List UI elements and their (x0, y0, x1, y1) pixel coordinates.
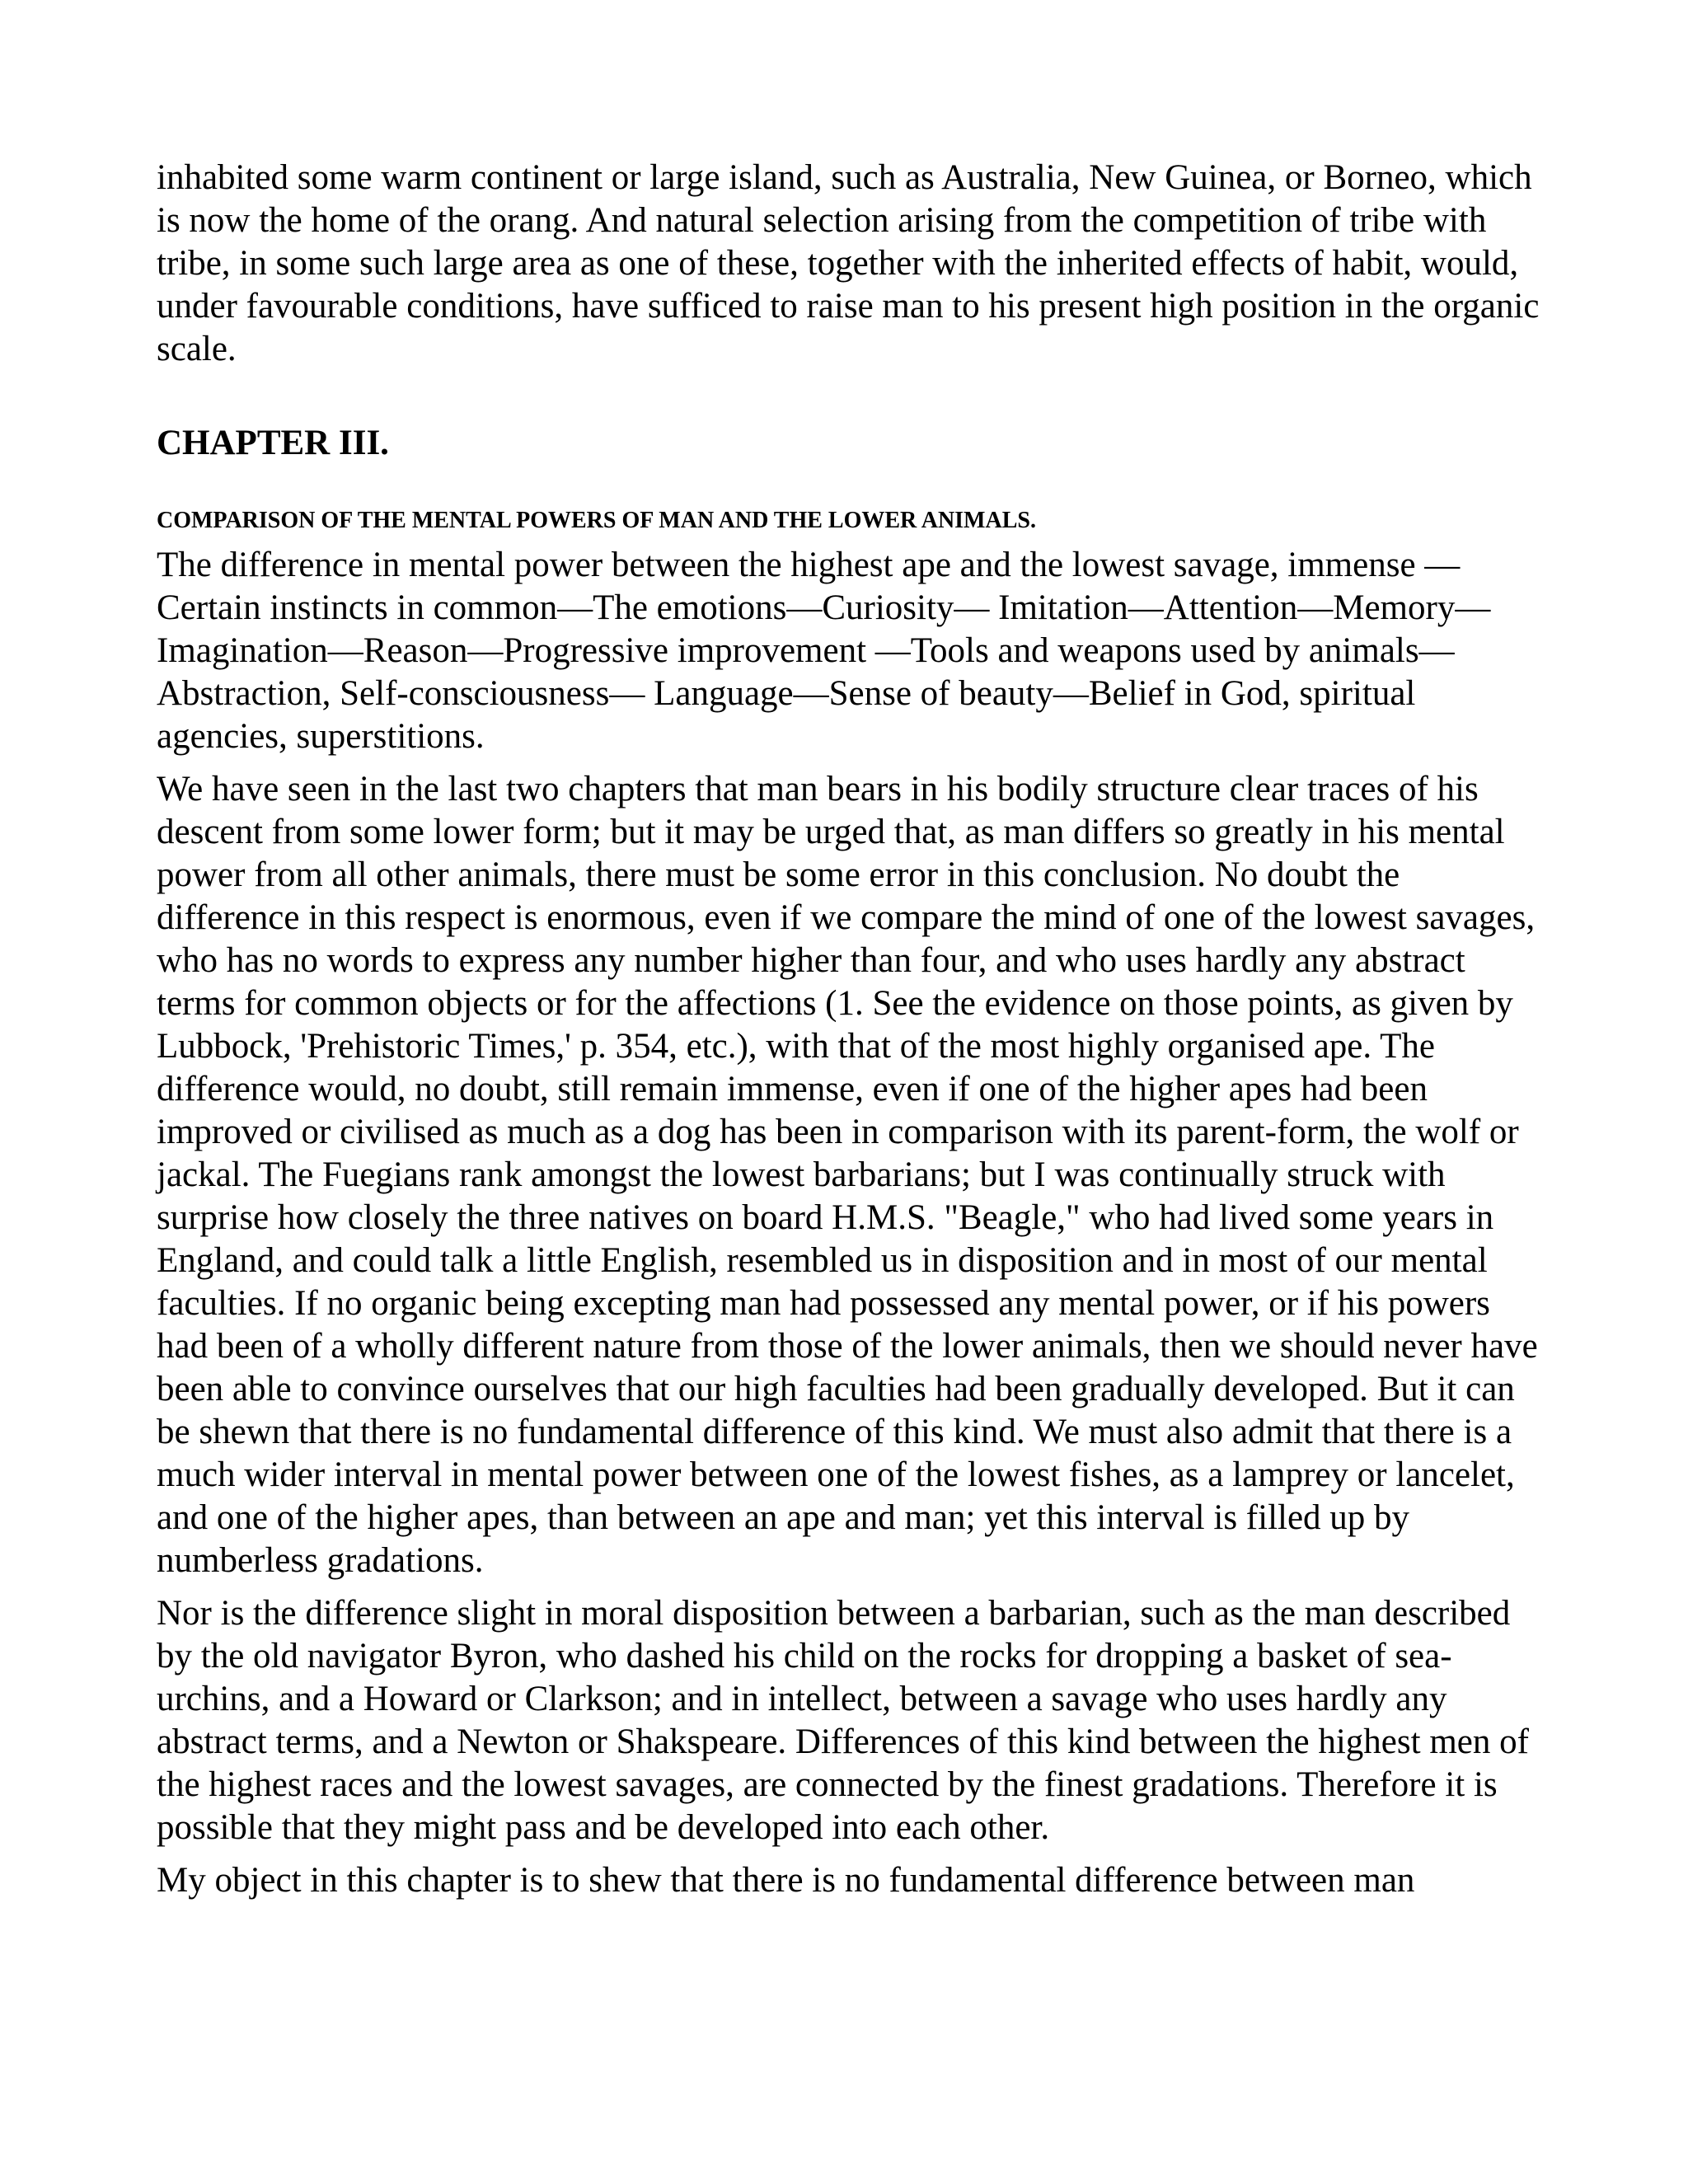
paragraph-3: My object in this chapter is to shew that there is no fundamental difference between man (157, 1861, 1415, 1900)
chapter-subtitle: COMPARISON OF THE MENTAL POWERS OF MAN AND THE LOWER ANIMALS. (157, 508, 1036, 533)
document-page (157, 157, 1541, 1902)
opening-paragraph: inhabited some warm continent or large island, such as Australia, New Guinea, or Borneo, which is now the home of the orang. And natural selection arising from the competition of tribe with tribe, in some such large area as one of these, together with the inherited effects of habit, would, under favourable conditions, have sufficed to raise man to his present high position in the organic scale. (157, 158, 1540, 368)
chapter-heading: CHAPTER III. (157, 424, 389, 462)
paragraph-2: Nor is the difference slight in moral disposition between a barbarian, such as the man described by the old navigator Byron, who dashed his child on the rocks for dropping a basket of sea-urchins, and a Howard or Clarkson; and in intellect, between a savage who uses hardly any abstract terms, and a Newton or Shakspeare. Differences of this kind between the highest men of the highest races and the lowest savages, are connected by the finest gradations. Therefore it is possible that they might pass and be developed into each other. (157, 1594, 1529, 1847)
chapter-summary: The difference in mental power between the highest ape and the lowest savage, immense —Certain instincts in common—The emotions—Curiosity— Imitation—Attention—Memory—Imagination—Reason—Progressive improvement —Tools and weapons used by animals—Abstraction, Self-consciousness— Language—Sense of beauty—Belief in God, spiritual agencies, superstitions. (157, 546, 1491, 756)
paragraph-1: We have seen in the last two chapters that man bears in his bodily structure clear traces of his descent from some lower form; but it may be urged that, as man differs so greatly in his mental power from all other animals, there must be some error in this conclusion. No doubt the difference in this respect is enormous, even if we compare the mind of one of the lowest savages, who has no words to express any number higher than four, and who uses hardly any abstract terms for common objects or for the affections (1. See the evidence on those points, as given by Lubbock, 'Prehistoric Times,' p. 354, etc.), with that of the most highly organised ape. The difference would, no doubt, still remain immense, even if one of the higher apes had been improved or civilised as much as a dog has been in comparison with its parent-form, the wolf or jackal. The Fuegians rank amongst the lowest barbarians; but I was continually struck with surprise how closely the three natives on board H.M.S. "Beagle," who had lived some years in England, and could talk a little English, resembled us in disposition and in most of our mental faculties. If no organic being excepting man had possessed any mental power, or if his powers had been of a wholly different nature from those of the lower animals, then we should never have been able to convince ourselves that our high faculties had been gradually developed. But it can be shewn that there is no fundamental difference of this kind. We must also admit that there is a much wider interval in mental power between one of the lowest fishes, as a lamprey or lancelet, and one of the higher apes, than between an ape and man; yet this interval is filled up by numberless gradations. (157, 770, 1538, 1580)
